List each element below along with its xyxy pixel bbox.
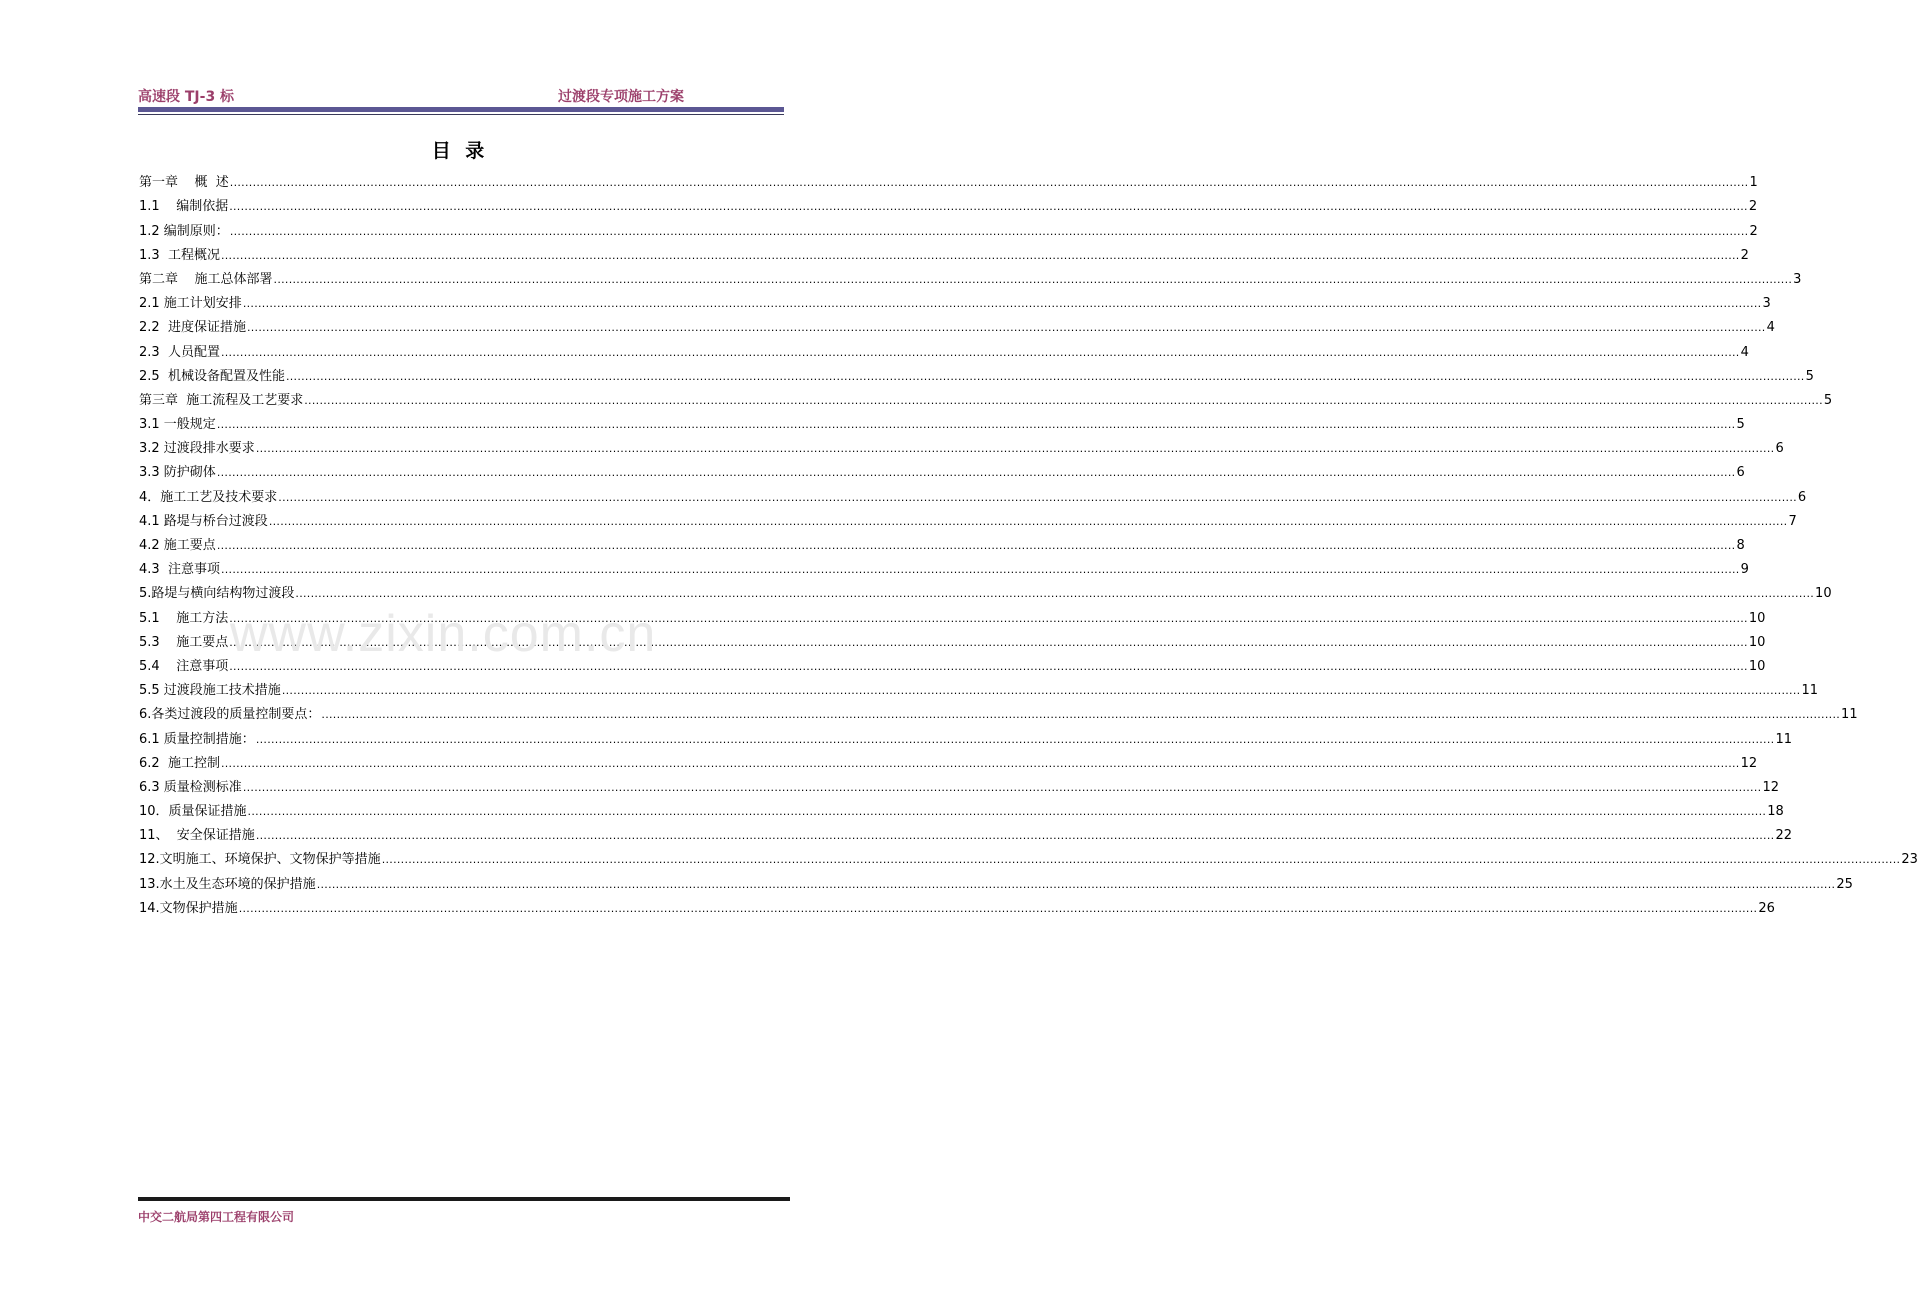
toc-entry-label: 6.1 质量控制措施：: [139, 731, 255, 747]
toc-entry-page: 25: [1836, 876, 1853, 892]
toc-entry[interactable]: [139, 411, 1745, 435]
toc-leader-dots: ................................................................................................................................................................................................................................................................................................................................................................................................................: [242, 780, 1762, 794]
toc-entry[interactable]: [139, 483, 1807, 507]
toc-entry-page: 2: [1749, 223, 1758, 239]
toc-entry[interactable]: [139, 290, 1771, 314]
toc-leader-dots: ................................................................................................................................................................................................................................................................................................................................................................................................................: [268, 514, 1788, 528]
toc-entry[interactable]: [139, 677, 1818, 701]
toc-entry-label: 4．施工工艺及技术要求: [139, 489, 278, 505]
toc-entry[interactable]: [139, 363, 1814, 387]
toc-entry-label: 6.各类过渡段的质量控制要点：: [139, 707, 321, 723]
toc-leader-dots: ................................................................................................................................................................................................................................................................................................................................................................................................................: [220, 345, 1740, 359]
toc-entry-page: 1: [1749, 175, 1758, 191]
toc-leader-dots: ................................................................................................................................................................................................................................................................................................................................................................................................................: [229, 611, 1748, 625]
toc-entry[interactable]: [139, 580, 1832, 604]
toc-entry-label: 第一章 概 述: [139, 175, 229, 191]
toc-entry-label: 4.1 路堤与桥台过渡段: [139, 513, 268, 529]
toc-entry-page: 6: [1736, 465, 1745, 481]
toc-leader-dots: ................................................................................................................................................................................................................................................................................................................................................................................................................: [242, 297, 1762, 311]
toc-leader-dots: ................................................................................................................................................................................................................................................................................................................................................................................................................: [255, 732, 1775, 746]
toc-entry-label: 1.1 编制依据: [139, 199, 229, 215]
toc-entry[interactable]: [139, 508, 1797, 532]
toc-entry-label: 3.3 防护砌体: [139, 465, 216, 481]
toc-entry-label: 第二章 施工总体部署: [139, 271, 273, 287]
header-rule-thin: [138, 114, 784, 115]
toc-entry-label: 2.5 机械设备配置及性能: [139, 368, 285, 384]
header-project-label: 高速段 TJ-3 标: [138, 89, 235, 105]
toc-entry[interactable]: [139, 556, 1749, 580]
toc-entry-page: 3: [1793, 271, 1802, 287]
toc-entry[interactable]: [139, 532, 1745, 556]
toc-entry-page: 8: [1736, 538, 1745, 553]
footer-rule: [138, 1197, 790, 1201]
toc-entry[interactable]: [139, 169, 1758, 193]
toc-leader-dots: ................................................................................................................................................................................................................................................................................................................................................................................................................: [281, 684, 1801, 698]
toc-leader-dots: ................................................................................................................................................................................................................................................................................................................................................................................................................: [285, 369, 1805, 383]
toc-entry-label: 10．质量保证措施: [139, 804, 247, 820]
toc-entry-label: 4.3 注意事项: [139, 562, 220, 578]
toc-entry-page: 4: [1766, 320, 1775, 336]
toc-entry-page: 10: [1748, 610, 1766, 626]
toc-entry-label: 1.2 编制原则：: [139, 223, 229, 239]
toc-entry[interactable]: [139, 822, 1792, 846]
toc-leader-dots: ................................................................................................................................................................................................................................................................................................................................................................................................................: [216, 539, 1736, 552]
toc-leader-dots: ................................................................................................................................................................................................................................................................................................................................................................................................................: [247, 805, 1767, 819]
toc-entry-label: 13.水土及生态环境的保护措施: [139, 876, 316, 892]
toc-entry-label: 6.2 施工控制: [139, 755, 220, 771]
toc-entry-page: 7: [1788, 513, 1797, 529]
toc-entry[interactable]: [139, 338, 1749, 362]
toc-entry[interactable]: [139, 217, 1758, 241]
toc-entry[interactable]: [139, 725, 1792, 749]
toc-leader-dots: ................................................................................................................................................................................................................................................................................................................................................................................................................: [321, 708, 1841, 722]
table-of-contents: [139, 169, 1918, 919]
toc-entry-page: 10: [1815, 586, 1832, 602]
toc-entry-page: 6: [1775, 441, 1784, 457]
toc-entry[interactable]: [139, 653, 1766, 677]
toc-entry-page: 5: [1736, 417, 1745, 433]
toc-entry[interactable]: [139, 870, 1853, 894]
toc-leader-dots: ................................................................................................................................................................................................................................................................................................................................................................................................................: [255, 442, 1775, 456]
toc-entry[interactable]: [139, 846, 1918, 870]
toc-leader-dots: ................................................................................................................................................................................................................................................................................................................................................................................................................: [220, 756, 1740, 770]
toc-leader-dots: ................................................................................................................................................................................................................................................................................................................................................................................................................: [216, 466, 1736, 480]
toc-entry-label: 6.3 质量检测标准: [139, 779, 242, 795]
toc-entry-label: 14.文物保护措施: [139, 900, 238, 916]
toc-leader-dots: ................................................................................................................................................................................................................................................................................................................................................................................................................: [216, 418, 1736, 432]
toc-entry-page: 23: [1901, 852, 1918, 868]
toc-entry-page: 2: [1740, 247, 1749, 263]
toc-entry-label: 3.1 一般规定: [139, 417, 216, 433]
toc-leader-dots: ................................................................................................................................................................................................................................................................................................................................................................................................................: [229, 659, 1748, 673]
toc-leader-dots: ................................................................................................................................................................................................................................................................................................................................................................................................................: [220, 248, 1740, 262]
toc-entry[interactable]: [139, 459, 1745, 483]
header-rule: [138, 107, 784, 112]
toc-leader-dots: ................................................................................................................................................................................................................................................................................................................................................................................................................: [238, 901, 1758, 915]
toc-entry-page: 3: [1762, 296, 1771, 312]
toc-entry-label: 5.3 施工要点: [139, 634, 229, 650]
toc-leader-dots: ................................................................................................................................................................................................................................................................................................................................................................................................................: [273, 272, 1793, 286]
toc-entry-page: 18: [1767, 804, 1784, 820]
toc-entry-label: 11、 安全保证措施: [139, 828, 255, 844]
toc-entry[interactable]: [139, 750, 1758, 774]
toc-entry-page: 26: [1758, 900, 1775, 916]
toc-entry[interactable]: [139, 774, 1779, 798]
toc-leader-dots: ................................................................................................................................................................................................................................................................................................................................................................................................................: [229, 200, 1748, 214]
toc-entry-page: 5: [1805, 368, 1814, 384]
toc-entry-page: 10: [1748, 658, 1766, 674]
toc-entry-label: 5.5 过渡段施工技术措施: [139, 683, 281, 699]
toc-entry-page: 5: [1823, 392, 1833, 408]
toc-entry-page: 12: [1762, 779, 1779, 795]
toc-entry-label: 12.文明施工、环境保护、文物保护等措施: [139, 852, 381, 868]
watermark: www.zixin.com.cn: [230, 605, 657, 663]
toc-entry-page: 4: [1740, 344, 1749, 360]
toc-entry[interactable]: [139, 314, 1775, 338]
toc-entry-page: 11: [1775, 731, 1792, 747]
toc-entry-label: 5.1 施工方法: [139, 610, 229, 626]
toc-entry-label: 2.1 施工计划安排: [139, 296, 242, 312]
toc-leader-dots: ................................................................................................................................................................................................................................................................................................................................................................................................................: [304, 393, 1823, 407]
toc-entry-label: 1.3 工程概况: [139, 247, 220, 263]
toc-leader-dots: ................................................................................................................................................................................................................................................................................................................................................................................................................: [229, 635, 1748, 649]
toc-entry-label: 3.2 过渡段排水要求: [139, 441, 255, 457]
toc-leader-dots: ................................................................................................................................................................................................................................................................................................................................................................................................................: [220, 563, 1740, 577]
toc-entry[interactable]: [139, 266, 1802, 290]
toc-entry-page: 10: [1748, 634, 1766, 650]
toc-leader-dots: ................................................................................................................................................................................................................................................................................................................................................................................................................: [316, 877, 1836, 891]
toc-leader-dots: ................................................................................................................................................................................................................................................................................................................................................................................................................: [229, 176, 1749, 190]
toc-entry[interactable]: [139, 242, 1749, 266]
toc-entry-page: 9: [1740, 562, 1749, 578]
toc-entry[interactable]: [139, 193, 1758, 217]
toc-entry-label: 5.路堤与横向结构物过渡段: [139, 586, 295, 602]
toc-entry[interactable]: [139, 387, 1833, 411]
footer-company: 中交二航局第四工程有限公司: [138, 1210, 295, 1224]
toc-leader-dots: ................................................................................................................................................................................................................................................................................................................................................................................................................: [381, 853, 1901, 867]
toc-entry-label: 4.2 施工要点: [139, 538, 216, 553]
toc-entry[interactable]: [139, 895, 1775, 919]
toc-leader-dots: ................................................................................................................................................................................................................................................................................................................................................................................................................: [229, 224, 1749, 238]
toc-entry-page: 22: [1775, 828, 1792, 844]
toc-entry-label: 2.2 进度保证措施: [139, 320, 246, 336]
toc-entry[interactable]: [139, 629, 1766, 653]
toc-leader-dots: ................................................................................................................................................................................................................................................................................................................................................................................................................: [246, 321, 1766, 335]
toc-entry-page: 11: [1841, 707, 1858, 723]
toc-entry[interactable]: [139, 604, 1766, 628]
toc-entry[interactable]: [139, 435, 1784, 459]
toc-entry[interactable]: [139, 798, 1784, 822]
toc-leader-dots: ................................................................................................................................................................................................................................................................................................................................................................................................................: [278, 490, 1797, 504]
header-document-title: 过渡段专项施工方案: [558, 89, 684, 105]
toc-entry-page: 12: [1740, 755, 1758, 771]
toc-entry-page: 6: [1797, 489, 1807, 505]
toc-entry-page: 11: [1801, 683, 1818, 699]
toc-entry-label: 2.3 人员配置: [139, 344, 220, 360]
toc-title: 目 录: [431, 140, 489, 162]
toc-entry-page: 2: [1748, 199, 1758, 215]
toc-entry-label: 第三章 施工流程及工艺要求: [139, 392, 304, 408]
toc-entry[interactable]: [139, 701, 1858, 725]
toc-entry-label: 5.4 注意事项: [139, 658, 229, 674]
toc-leader-dots: ................................................................................................................................................................................................................................................................................................................................................................................................................: [255, 829, 1775, 843]
toc-leader-dots: ................................................................................................................................................................................................................................................................................................................................................................................................................: [295, 587, 1815, 601]
